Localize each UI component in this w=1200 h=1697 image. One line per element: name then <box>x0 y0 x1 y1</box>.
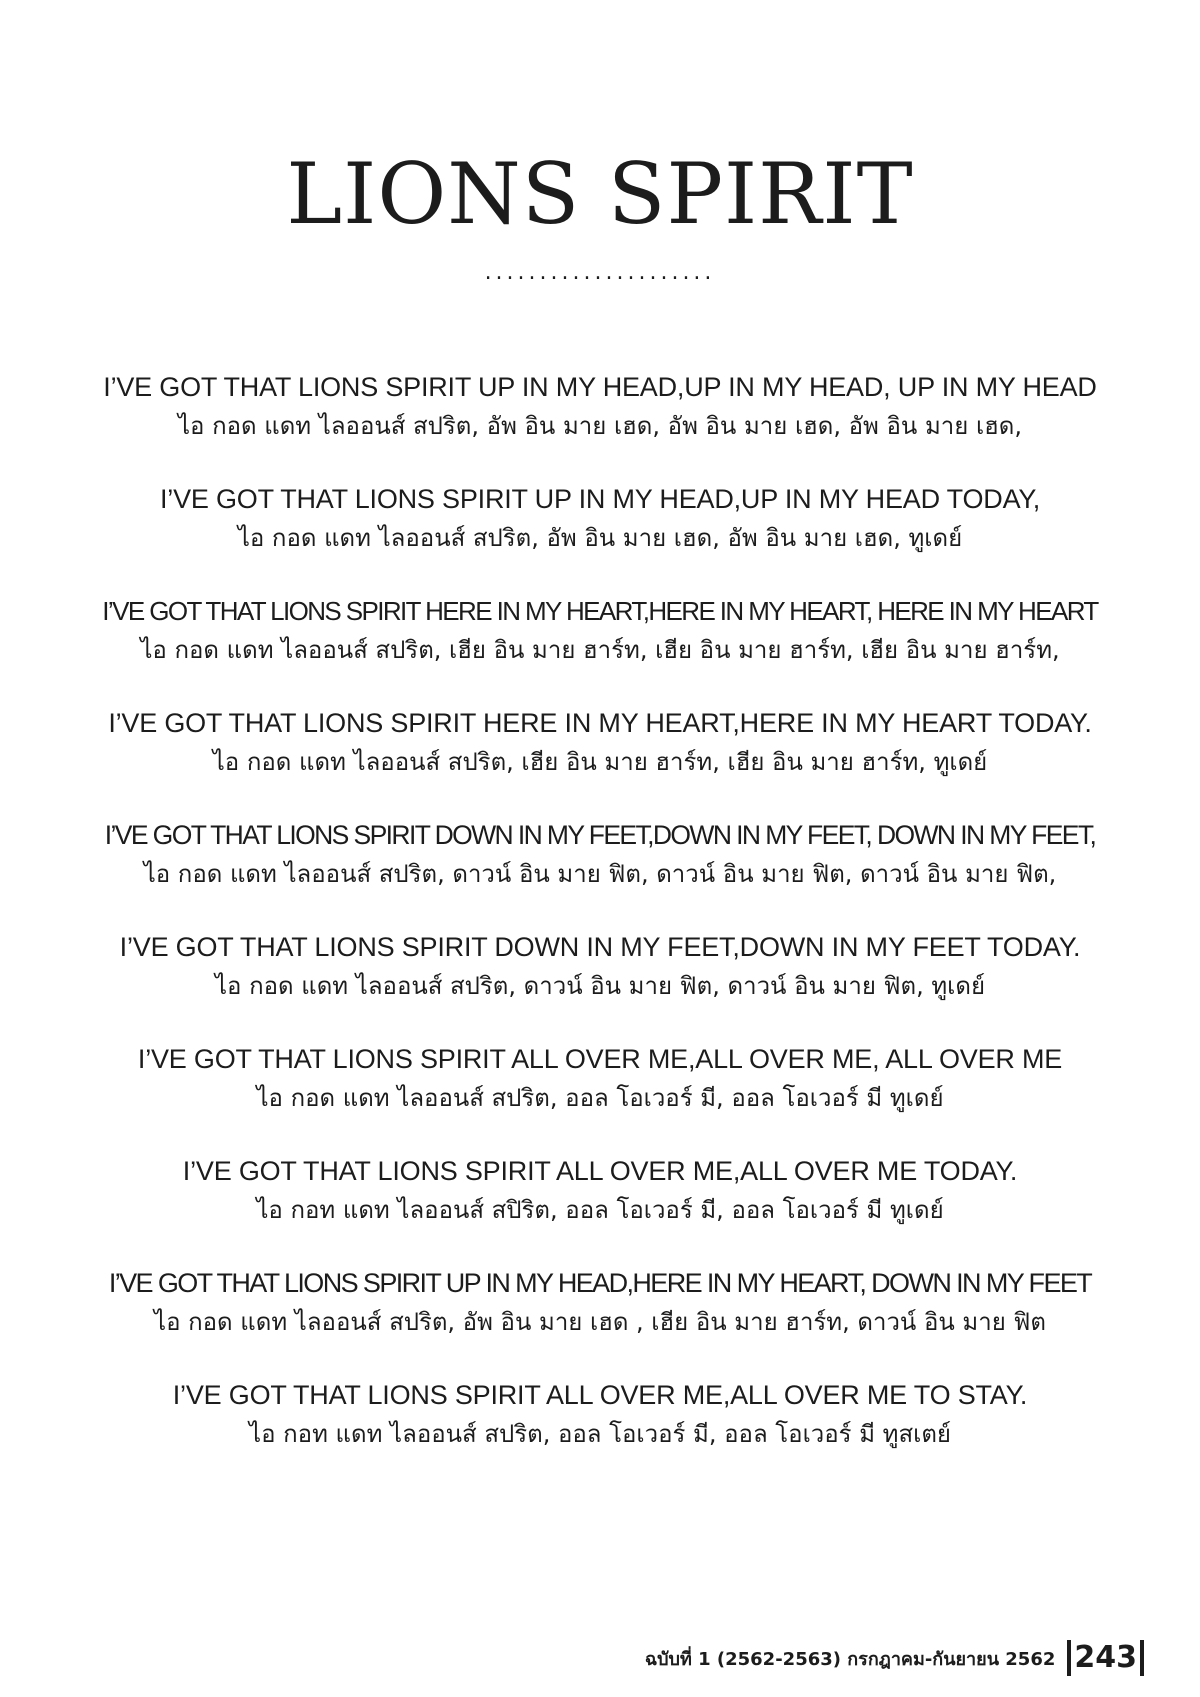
page-title: LIONS SPIRIT <box>286 145 914 243</box>
verse-6 <box>100 928 1100 1006</box>
verse-english-line: I’VE GOT THAT LIONS SPIRIT HERE IN MY HEART,HERE IN MY HEART TODAY. <box>108 708 1092 738</box>
verse-thai-line: ไอ กอด แดท ไลออนส์ สปริต, ออล โอเวอร์ มี, ออล โอเวอร์ มี ทูเดย์ <box>256 1084 944 1112</box>
verse-9 <box>100 1264 1100 1342</box>
dotted-divider: ..................... <box>484 260 716 285</box>
verse-7 <box>100 1040 1100 1118</box>
verse-thai-line: ไอ กอท แดท ไลออนส์ สปริต, ออล โอเวอร์ มี, ออล โอเวอร์ มี ทูสเตย์ <box>249 1420 951 1448</box>
verse-thai-line: ไอ กอด แดท ไลออนส์ สปริต, ดาวน์ อิน มาย ฟิต, ดาวน์ อิน มาย ฟิต, ดาวน์ อิน มาย ฟิต, <box>143 860 1057 888</box>
page-number: 243 <box>1067 1640 1144 1676</box>
verse-english-line: I’VE GOT THAT LIONS SPIRIT DOWN IN MY FEET,DOWN IN MY FEET TODAY. <box>119 932 1081 962</box>
verse-english-line: I’VE GOT THAT LIONS SPIRIT DOWN IN MY FEET,DOWN IN MY FEET, DOWN IN MY FEET, <box>104 820 1096 850</box>
verse-thai-line: ไอ กอด แดท ไลออนส์ สปริต, อัพ อิน มาย เฮด , เฮีย อิน มาย ฮาร์ท, ดาวน์ อิน มาย ฟิต <box>154 1308 1046 1336</box>
verse-english-line: I’VE GOT THAT LIONS SPIRIT ALL OVER ME,ALL OVER ME, ALL OVER ME <box>137 1044 1063 1074</box>
verse-english-line: I’VE GOT THAT LIONS SPIRIT UP IN MY HEAD,UP IN MY HEAD, UP IN MY HEAD <box>103 372 1097 402</box>
verse-3 <box>100 592 1100 670</box>
verse-thai-line: ไอ กอด แดท ไลออนส์ สปริต, อัพ อิน มาย เฮด, อัพ อิน มาย เฮด, ทูเดย์ <box>237 524 963 552</box>
verse-10 <box>100 1376 1100 1454</box>
verse-2 <box>100 480 1100 558</box>
verse-thai-line: ไอ กอด แดท ไลออนส์ สปริต, อัพ อิน มาย เฮด, อัพ อิน มาย เฮด, อัพ อิน มาย เฮด, <box>177 412 1023 440</box>
verse-english-line: I’VE GOT THAT LIONS SPIRIT UP IN MY HEAD,UP IN MY HEAD TODAY, <box>159 484 1041 514</box>
verse-thai-line: ไอ กอด แดท ไลออนส์ สปริต, เฮีย อิน มาย ฮาร์ท, เฮีย อิน มาย ฮาร์ท, เฮีย อิน มาย ฮาร์ท, <box>140 636 1060 664</box>
verse-thai-line: ไอ กอด แดท ไลออนส์ สปริต, ดาวน์ อิน มาย ฟิต, ดาวน์ อิน มาย ฟิต, ทูเดย์ <box>214 972 986 1000</box>
verse-4 <box>100 704 1100 782</box>
verse-thai-line: ไอ กอท แดท ไลออนส์ สปิริต, ออล โอเวอร์ มี, ออล โอเวอร์ มี ทูเดย์ <box>256 1196 944 1224</box>
verse-english-line: I’VE GOT THAT LIONS SPIRIT ALL OVER ME,ALL OVER ME TODAY. <box>182 1156 1018 1186</box>
verse-english-line: I’VE GOT THAT LIONS SPIRIT HERE IN MY HEART,HERE IN MY HEART, HERE IN MY HEART <box>102 596 1098 626</box>
issue-label: ฉบับที่ 1 (2562-2563) กรกฎาคม-กันยายน 2562 <box>644 1648 1056 1670</box>
verse-english-line: I’VE GOT THAT LIONS SPIRIT ALL OVER ME,ALL OVER ME TO STAY. <box>172 1380 1028 1410</box>
lyrics-body <box>100 368 1100 1488</box>
verse-english-line: I’VE GOT THAT LIONS SPIRIT UP IN MY HEAD,HERE IN MY HEART, DOWN IN MY FEET <box>108 1268 1092 1298</box>
verse-5 <box>100 816 1100 894</box>
verse-1 <box>100 368 1100 446</box>
verse-thai-line: ไอ กอด แดท ไลออนส์ สปริต, เฮีย อิน มาย ฮาร์ท, เฮีย อิน มาย ฮาร์ท, ทูเดย์ <box>212 748 988 776</box>
page-footer <box>645 1640 1144 1676</box>
verse-8 <box>100 1152 1100 1230</box>
